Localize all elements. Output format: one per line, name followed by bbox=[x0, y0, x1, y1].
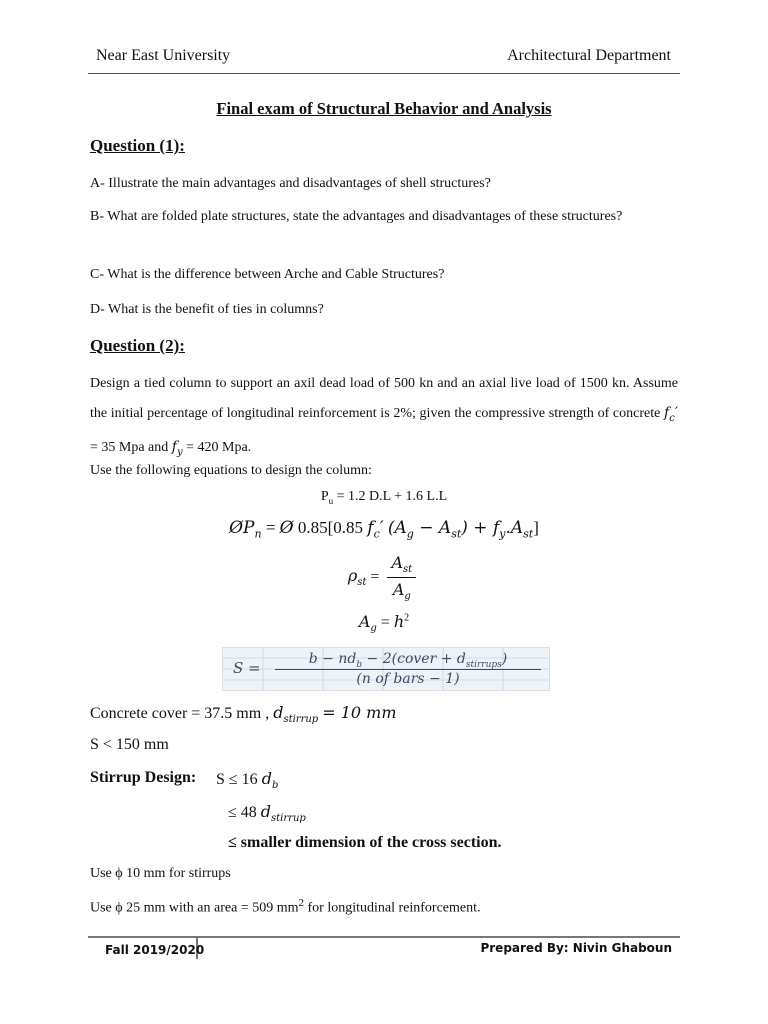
exam-title: Final exam of Structural Behavior and Analysis bbox=[216, 99, 552, 118]
question-2-text: Design a tied column to support an axil dead load of 500 kn and an axial live load of 1500 kn. Assume the initial percentage of longitudinal reinforcement is 2%; given the compressive strength of concrete bbox=[90, 376, 678, 421]
use-stirrups: Use ϕ 10 mm for stirrups bbox=[90, 866, 231, 881]
question-1d: D- What is the benefit of ties in columns? bbox=[90, 302, 324, 317]
use-longitudinal-text: Use ϕ 25 mm with an area = 509 mm bbox=[90, 900, 299, 916]
question-2-paragraph bbox=[90, 370, 678, 467]
use-longitudinal-text-2: for longitudinal reinforcement. bbox=[304, 900, 481, 916]
area-unit-superscript: 2 bbox=[298, 897, 305, 909]
footer-term: Fall 2019/2020 bbox=[105, 943, 205, 957]
question-1c: C- What is the difference between Arche and Cable Structures? bbox=[90, 267, 445, 282]
stirrup-rule-2-text: ≤ 48 bbox=[228, 804, 257, 821]
header-department: Architectural Department bbox=[507, 47, 671, 64]
dstirrup-value: = 10 mm bbox=[322, 703, 397, 722]
stirrup-rule-1-text: S ≤ 16 bbox=[216, 771, 258, 788]
question-2-heading: Question (2): bbox=[90, 336, 185, 355]
pu-expression: = 1.2 D.L + 1.6 L.L bbox=[336, 489, 448, 504]
stirrup-rule-1: S ≤ 16 $d_b$ bbox=[216, 769, 279, 792]
equation-phi-pn: $ØP_n$ = Ø 0.85[0.85 $f_c'$ $(A_g - A_{st}) + f_y.A_{st}$] bbox=[229, 518, 539, 541]
pu-symbol: $P_u$ bbox=[320, 489, 334, 506]
spacing-denominator: (n of bars − 1) bbox=[356, 671, 460, 687]
footer-author: Prepared By: Nivin Ghaboun bbox=[480, 941, 672, 955]
concrete-cover-text: Concrete cover = 37.5 mm , bbox=[90, 705, 270, 722]
stirrup-rule-3: ≤ smaller dimension of the cross section. bbox=[228, 834, 502, 851]
fy-value: = 420 Mpa. bbox=[186, 439, 252, 455]
spacing-fraction-bar bbox=[275, 669, 541, 670]
equation-ag: $A_g = h^2$ bbox=[358, 612, 410, 635]
use-equations-text: Use the following equations to design the column: bbox=[90, 463, 372, 478]
question-1b: B- What are folded plate structures, state the advantages and disadvantages of these structures? bbox=[90, 209, 623, 224]
stirrup-design-label: Stirrup Design: bbox=[90, 769, 197, 786]
header-rule bbox=[88, 73, 680, 74]
s-limit: S < 150 mm bbox=[90, 736, 169, 753]
equation-pu bbox=[0, 489, 768, 506]
spacing-equation-box bbox=[222, 647, 550, 691]
fc-value: = 35 Mpa and bbox=[90, 439, 169, 455]
footer-rule bbox=[88, 936, 680, 938]
stirrup-rule-2: ≤ 48 $d_{stirrup}$ bbox=[228, 802, 306, 825]
use-longitudinal bbox=[90, 891, 678, 921]
header-university: Near East University bbox=[96, 47, 231, 64]
spacing-s-symbol: S = bbox=[233, 659, 261, 677]
equation-rho: $\rho_{st}$ = $\frac{A_{st}}{A_g}$ bbox=[0, 553, 768, 602]
concrete-cover-line: Concrete cover = 37.5 mm , $d_{stirrup} = 10$ mm bbox=[90, 703, 397, 726]
spacing-numerator: $b - nd_b$ − 2(cover + $d_{stirrups}$) bbox=[308, 651, 508, 670]
fy-symbol: $f_y$ bbox=[171, 438, 183, 458]
question-1a: A- Illustrate the main advantages and disadvantages of shell structures? bbox=[90, 176, 491, 191]
question-1-heading: Question (1): bbox=[90, 136, 185, 155]
fc-symbol: $f_c'$ bbox=[664, 404, 678, 424]
